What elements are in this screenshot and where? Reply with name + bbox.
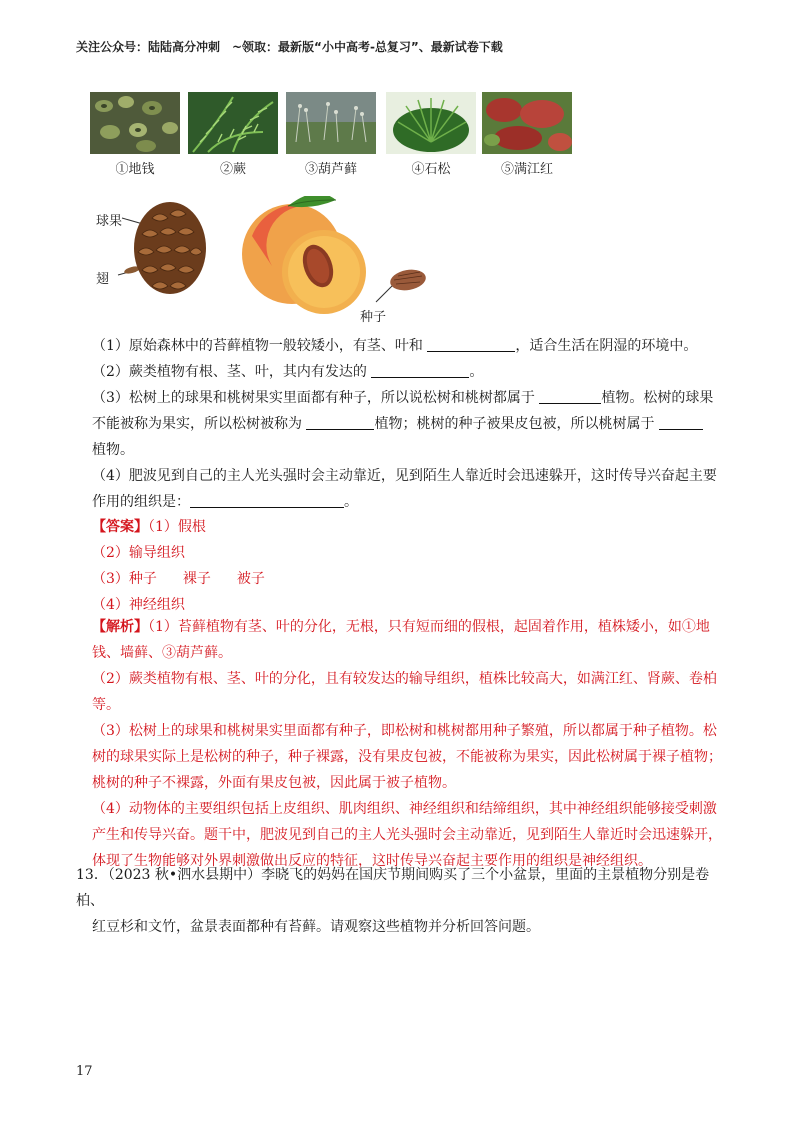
analysis-line: （1）苔藓植物有茎、叶的分化，无根，只有短而细的假根，起固着作用，植株矮小，如①地 (148, 619, 710, 635)
question-text: 不能被称为果实，所以松树被称为 (92, 416, 302, 432)
question-2 (92, 359, 730, 385)
fern-image (188, 92, 278, 154)
plant-clubmoss (386, 92, 478, 177)
question-text: 植物；桃树的种子被果皮包被，所以桃树属于 (374, 416, 655, 432)
analysis-line: （3）松树上的球果和桃树果实里面都有种子，即松树和桃树都用种子繁殖，所以都属于种子植物。松 (92, 723, 717, 739)
plant-photos (90, 92, 570, 182)
question-text: 。 (344, 494, 358, 510)
liverwort-image (90, 92, 180, 154)
plant-label: ④石松 (411, 162, 451, 177)
plant-azolla (482, 92, 574, 177)
answer-tag: 【答案】 (92, 519, 148, 535)
seed-label: 种子 (360, 310, 387, 325)
wing-label: 翅 (96, 272, 110, 287)
question-text: 作用的组织是： (92, 494, 190, 510)
question-13 (76, 862, 730, 940)
page-number: 17 (76, 1064, 93, 1079)
question-text: 植物。 (92, 442, 134, 458)
plant-fern (188, 92, 280, 177)
question-text: 红豆杉和文竹，盆景表面都种有苔藓。请观察这些植物并分析回答问题。 (92, 919, 540, 935)
answer-blank[interactable] (427, 335, 515, 352)
answer-line: （1）假根 (148, 519, 206, 535)
question-1 (92, 333, 730, 359)
question-text: （2023 秋•泗水县期中）李晓飞的妈妈在国庆节期间购买了三个小盆景，里面的主景植物分别是卷柏、 (76, 867, 710, 909)
plant-liverwort (90, 92, 182, 177)
analysis-line: （4）动物体的主要组织包括上皮组织、肌肉组织、神经组织和结缔组织，其中神经组织能够接受刺激 (92, 801, 717, 817)
cone-label: 球果 (96, 214, 123, 229)
question-text: ，适合生活在阴湿的环境中。 (515, 338, 698, 354)
analysis-line: 树的球果实际上是松树的种子，种子裸露，没有果皮包被，不能被称为果实，因此松树属于裸子植物； (92, 749, 722, 765)
question-text: （1）原始森林中的苔藓植物一般较矮小，有茎、叶和 (92, 338, 423, 354)
azolla-image (482, 92, 572, 154)
plant-label: ②蕨 (219, 162, 246, 177)
plant-moss (286, 92, 378, 177)
plant-label: ③葫芦藓 (304, 162, 357, 177)
fruit-figure (92, 196, 452, 328)
answer-blank[interactable] (306, 413, 374, 430)
plant-label: ①地钱 (115, 162, 155, 177)
answer-line: （3）种子 裸子 被子 (92, 571, 265, 587)
analysis-line: 桃树的种子不裸露，外面有果皮包被，因此属于被子植物。 (92, 775, 456, 791)
answer-line: （4）神经组织 (92, 597, 185, 613)
clubmoss-image (386, 92, 476, 154)
question-4 (92, 463, 730, 515)
moss-image (286, 92, 376, 154)
analysis-line: 体现了生物能够对外界刺激做出反应的特征，这时传导兴奋起主要作用的组织是神经组织。 (92, 853, 652, 869)
answer-line: （2）输导组织 (92, 545, 185, 561)
question-text: （3）松树上的球果和桃树果实里面都有种子，所以说松树和桃树都属于 (92, 390, 535, 406)
question-text: 植物。松树的球果 (601, 390, 714, 406)
question-text: （4）肥波见到自己的主人光头强时会主动靠近，见到陌生人靠近时会迅速躲开，这时传导兴奋起主要 (92, 468, 717, 484)
question-number: 13． (76, 867, 108, 883)
analysis-block (92, 614, 730, 874)
page-header: 关注公众号：陆陆高分冲刺 ~领取：最新版“小中高考-总复习”、最新试卷下载 (76, 40, 503, 54)
answer-blank[interactable] (539, 387, 601, 404)
analysis-line: 等。 (92, 697, 120, 713)
analysis-line: 钱、墙藓、③葫芦藓。 (92, 645, 232, 661)
plant-label: ⑤满江红 (500, 162, 553, 177)
analysis-tag: 【解析】 (92, 619, 148, 635)
answer-blank[interactable] (659, 413, 703, 430)
answer-block (92, 514, 730, 618)
cone-peach-illustration (92, 196, 452, 328)
answer-blank[interactable] (190, 491, 344, 508)
question-3 (92, 385, 730, 463)
analysis-line: （2）蕨类植物有根、茎、叶的分化，且有较发达的输导组织，植株比较高大，如满江红、肾蕨、卷柏 (92, 671, 717, 687)
question-text: （2）蕨类植物有根、茎、叶，其内有发达的 (92, 364, 367, 380)
question-text: 。 (469, 364, 484, 380)
answer-blank[interactable] (371, 361, 469, 378)
analysis-line: 产生和传导兴奋。题干中，肥波见到自己的主人光头强时会主动靠近，见到陌生人靠近时会迅速躲开， (92, 827, 722, 843)
